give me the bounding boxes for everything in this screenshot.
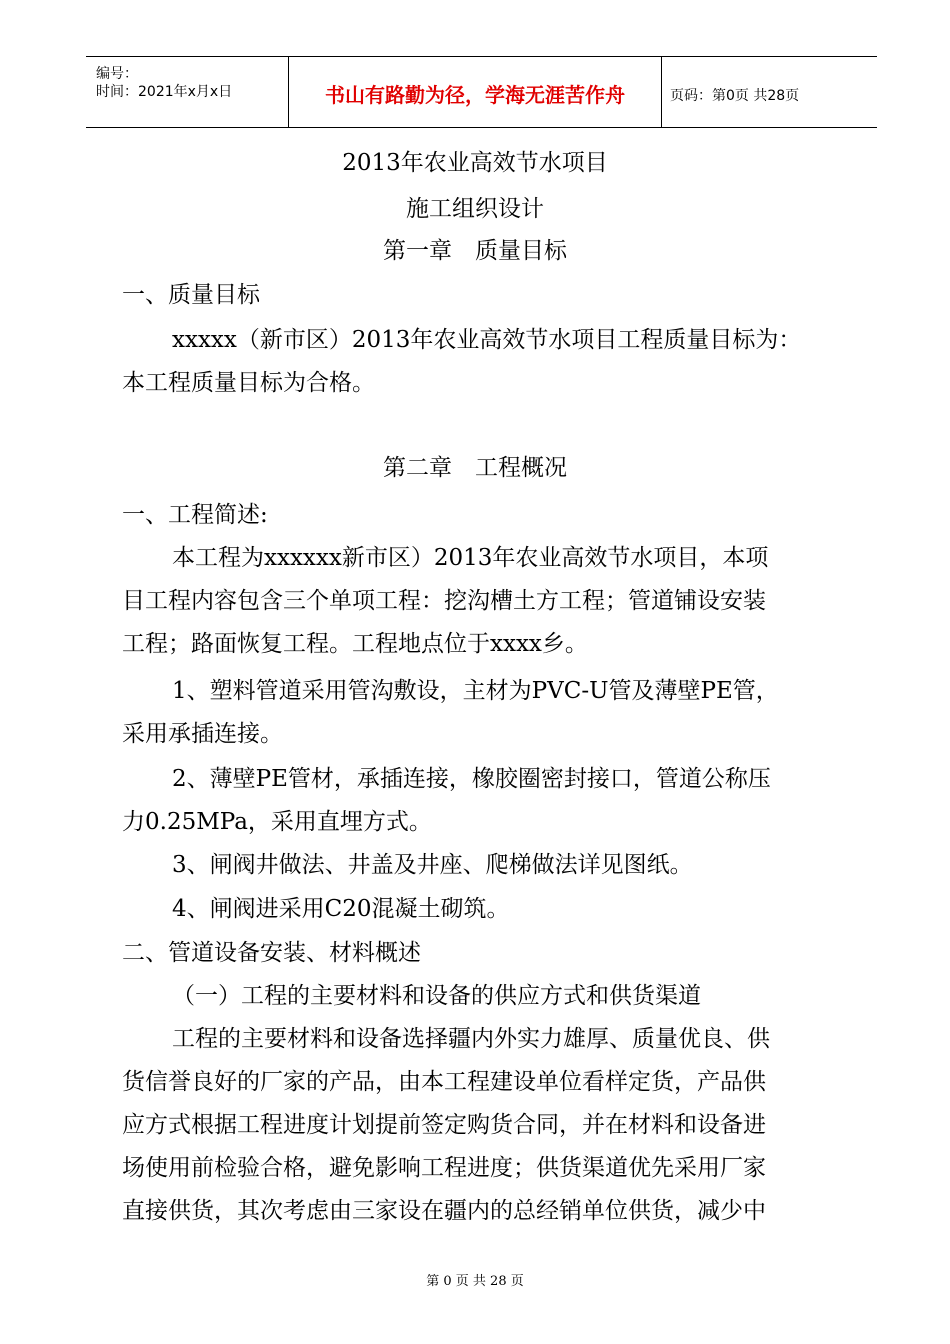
chapter1-section1: 一、质量目标 (122, 282, 260, 308)
chapter2-item2-line2: 力0.25MPa，采用直埋方式。 (122, 809, 432, 835)
chapter2-item1-line2: 采用承插连接。 (122, 721, 283, 747)
chapter1-para-line2: 本工程质量目标为合格。 (122, 370, 375, 396)
page-info: 页码：第0页 共28页 (670, 88, 800, 104)
doc-subtitle: 施工组织设计 (406, 196, 544, 222)
chapter2-p2-line4: 场使用前检验合格，避免影响工程进度；供货渠道优先采用厂家 (122, 1155, 766, 1181)
header-motto-cell (289, 57, 662, 127)
chapter2-item2-line1: 2、薄壁PE管材，承插连接，橡胶圈密封接口，管道公称压 (172, 766, 771, 792)
doc-title: 2013年农业高效节水项目 (342, 150, 608, 176)
chapter1-heading: 第一章 质量目标 (383, 238, 567, 264)
chapter2-p2-line5: 直接供货，其次考虑由三家设在疆内的总经销单位供货，减少中 (122, 1198, 766, 1224)
header-info-cell (86, 57, 289, 127)
header-table (86, 56, 877, 128)
chapter2-p1-line3: 工程；路面恢复工程。工程地点位于xxxx乡。 (122, 631, 588, 657)
chapter1-para-line1: xxxxx（新市区）2013年农业高效节水项目工程质量目标为： (172, 327, 802, 353)
page-footer: 第 0 页 共 28 页 (426, 1274, 524, 1289)
chapter2-item1-line1: 1、塑料管道采用管沟敷设，主材为PVC-U管及薄壁PE管， (172, 678, 779, 704)
chapter2-section2: 二、管道设备安装、材料概述 (122, 940, 421, 966)
chapter2-p2-line1: 工程的主要材料和设备选择疆内外实力雄厚、质量优良、供 (172, 1026, 770, 1052)
chapter2-item3: 3、闸阀井做法、井盖及井座、爬梯做法详见图纸。 (172, 852, 693, 878)
number-label: 编号： (96, 66, 138, 82)
time-label: 时间：2021年x月x日 (96, 84, 233, 100)
chapter2-p1-line2: 目工程内容包含三个单项工程：挖沟槽土方工程；管道铺设安装 (122, 588, 766, 614)
chapter2-sub1: （一）工程的主要材料和设备的供应方式和供货渠道 (172, 983, 701, 1009)
chapter2-p2-line3: 应方式根据工程进度计划提前签定购货合同，并在材料和设备进 (122, 1112, 766, 1138)
chapter2-p1-line1: 本工程为xxxxxx新市区）2013年农业高效节水项目，本项 (172, 545, 769, 571)
header-page-cell (662, 57, 877, 127)
chapter2-heading: 第二章 工程概况 (383, 455, 567, 481)
chapter2-p2-line2: 货信誉良好的厂家的产品，由本工程建设单位看样定货，产品供 (122, 1069, 766, 1095)
chapter2-section1: 一、工程简述: (122, 502, 268, 528)
chapter2-item4: 4、闸阀进采用C20混凝土砌筑。 (172, 896, 510, 922)
motto-text: 书山有路勤为径，学海无涯苦作舟 (325, 83, 625, 107)
